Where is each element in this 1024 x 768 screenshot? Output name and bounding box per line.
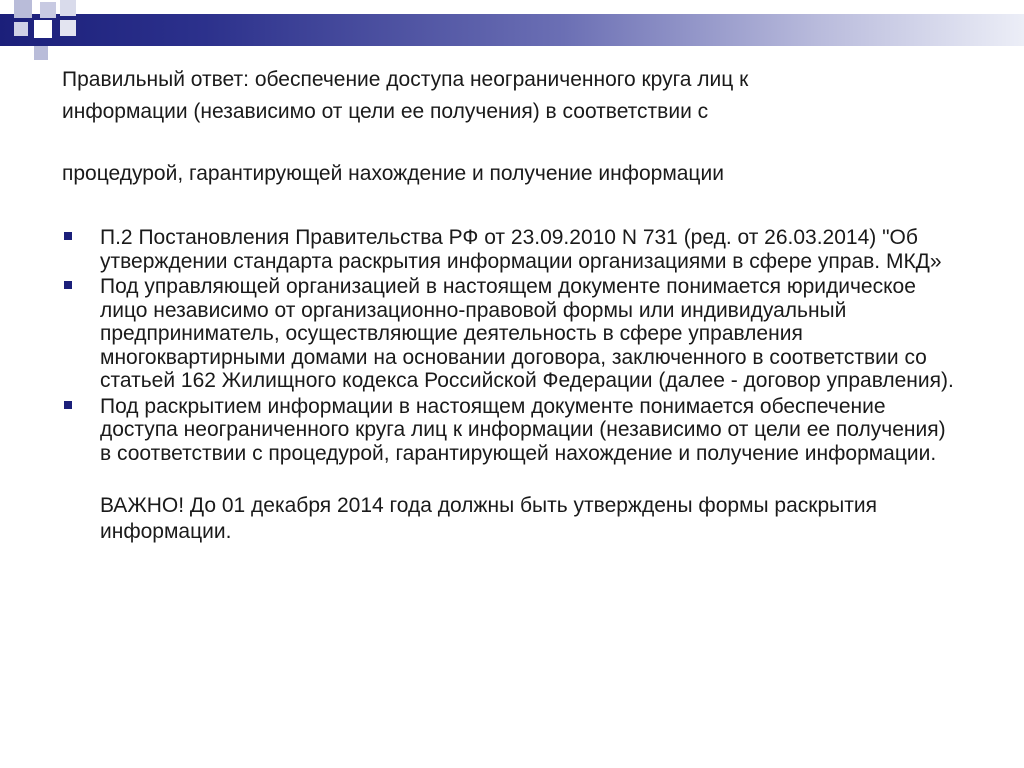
bullet-text: Под управляющей организацией в настоящем документе понимается юридическое лицо независимо от организационно-правовой формы или индивидуальный предприниматель, осуществляющие деятельность в сфере управления многоквартирными домами на основании договора, заключенного в соответствии со статьей 162 Жилищного кодекса Российской Федерации (далее - договор управления). xyxy=(100,275,954,392)
decorative-square xyxy=(60,20,76,36)
important-note xyxy=(62,493,962,545)
bullet-text: П.2 Постановления Правительства РФ от 23.09.2010 N 731 (ред. от 26.03.2014) "Об утверждении стандарта раскрытия информации организациями в сфере управ. МКД» xyxy=(100,226,942,273)
list-item xyxy=(62,395,962,466)
important-text: ВАЖНО! До 01 декабря 2014 года должны быть утверждены формы раскрытия информации. xyxy=(100,494,877,543)
decorative-square xyxy=(34,20,52,38)
decorative-square xyxy=(34,46,48,60)
bullet-list xyxy=(62,226,962,465)
decorative-square xyxy=(14,0,32,18)
intro-answer xyxy=(62,64,962,190)
decorative-square xyxy=(60,0,76,16)
decorative-square xyxy=(14,22,28,36)
header-gradient-band xyxy=(0,14,1024,46)
slide-content xyxy=(62,64,962,545)
decorative-square xyxy=(40,2,56,18)
list-item xyxy=(62,275,962,393)
square-bullet-icon xyxy=(64,232,72,240)
intro-line-1: Правильный ответ: обеспечение доступа неограниченного круга лиц к xyxy=(62,68,749,91)
square-bullet-icon xyxy=(64,281,72,289)
intro-line-3: процедурой, гарантирующей нахождение и получение информации xyxy=(62,162,724,185)
bullet-text: Под раскрытием информации в настоящем документе понимается обеспечение доступа неограниченного круга лиц к информации (независимо от цели ее получения) в соответствии с процедурой, гарантирующей нахождение и получение информации. xyxy=(100,394,946,465)
square-bullet-icon xyxy=(64,401,72,409)
intro-line-2: информации (независимо от цели ее получения) в соответствии с xyxy=(62,100,709,123)
list-item xyxy=(62,226,962,273)
